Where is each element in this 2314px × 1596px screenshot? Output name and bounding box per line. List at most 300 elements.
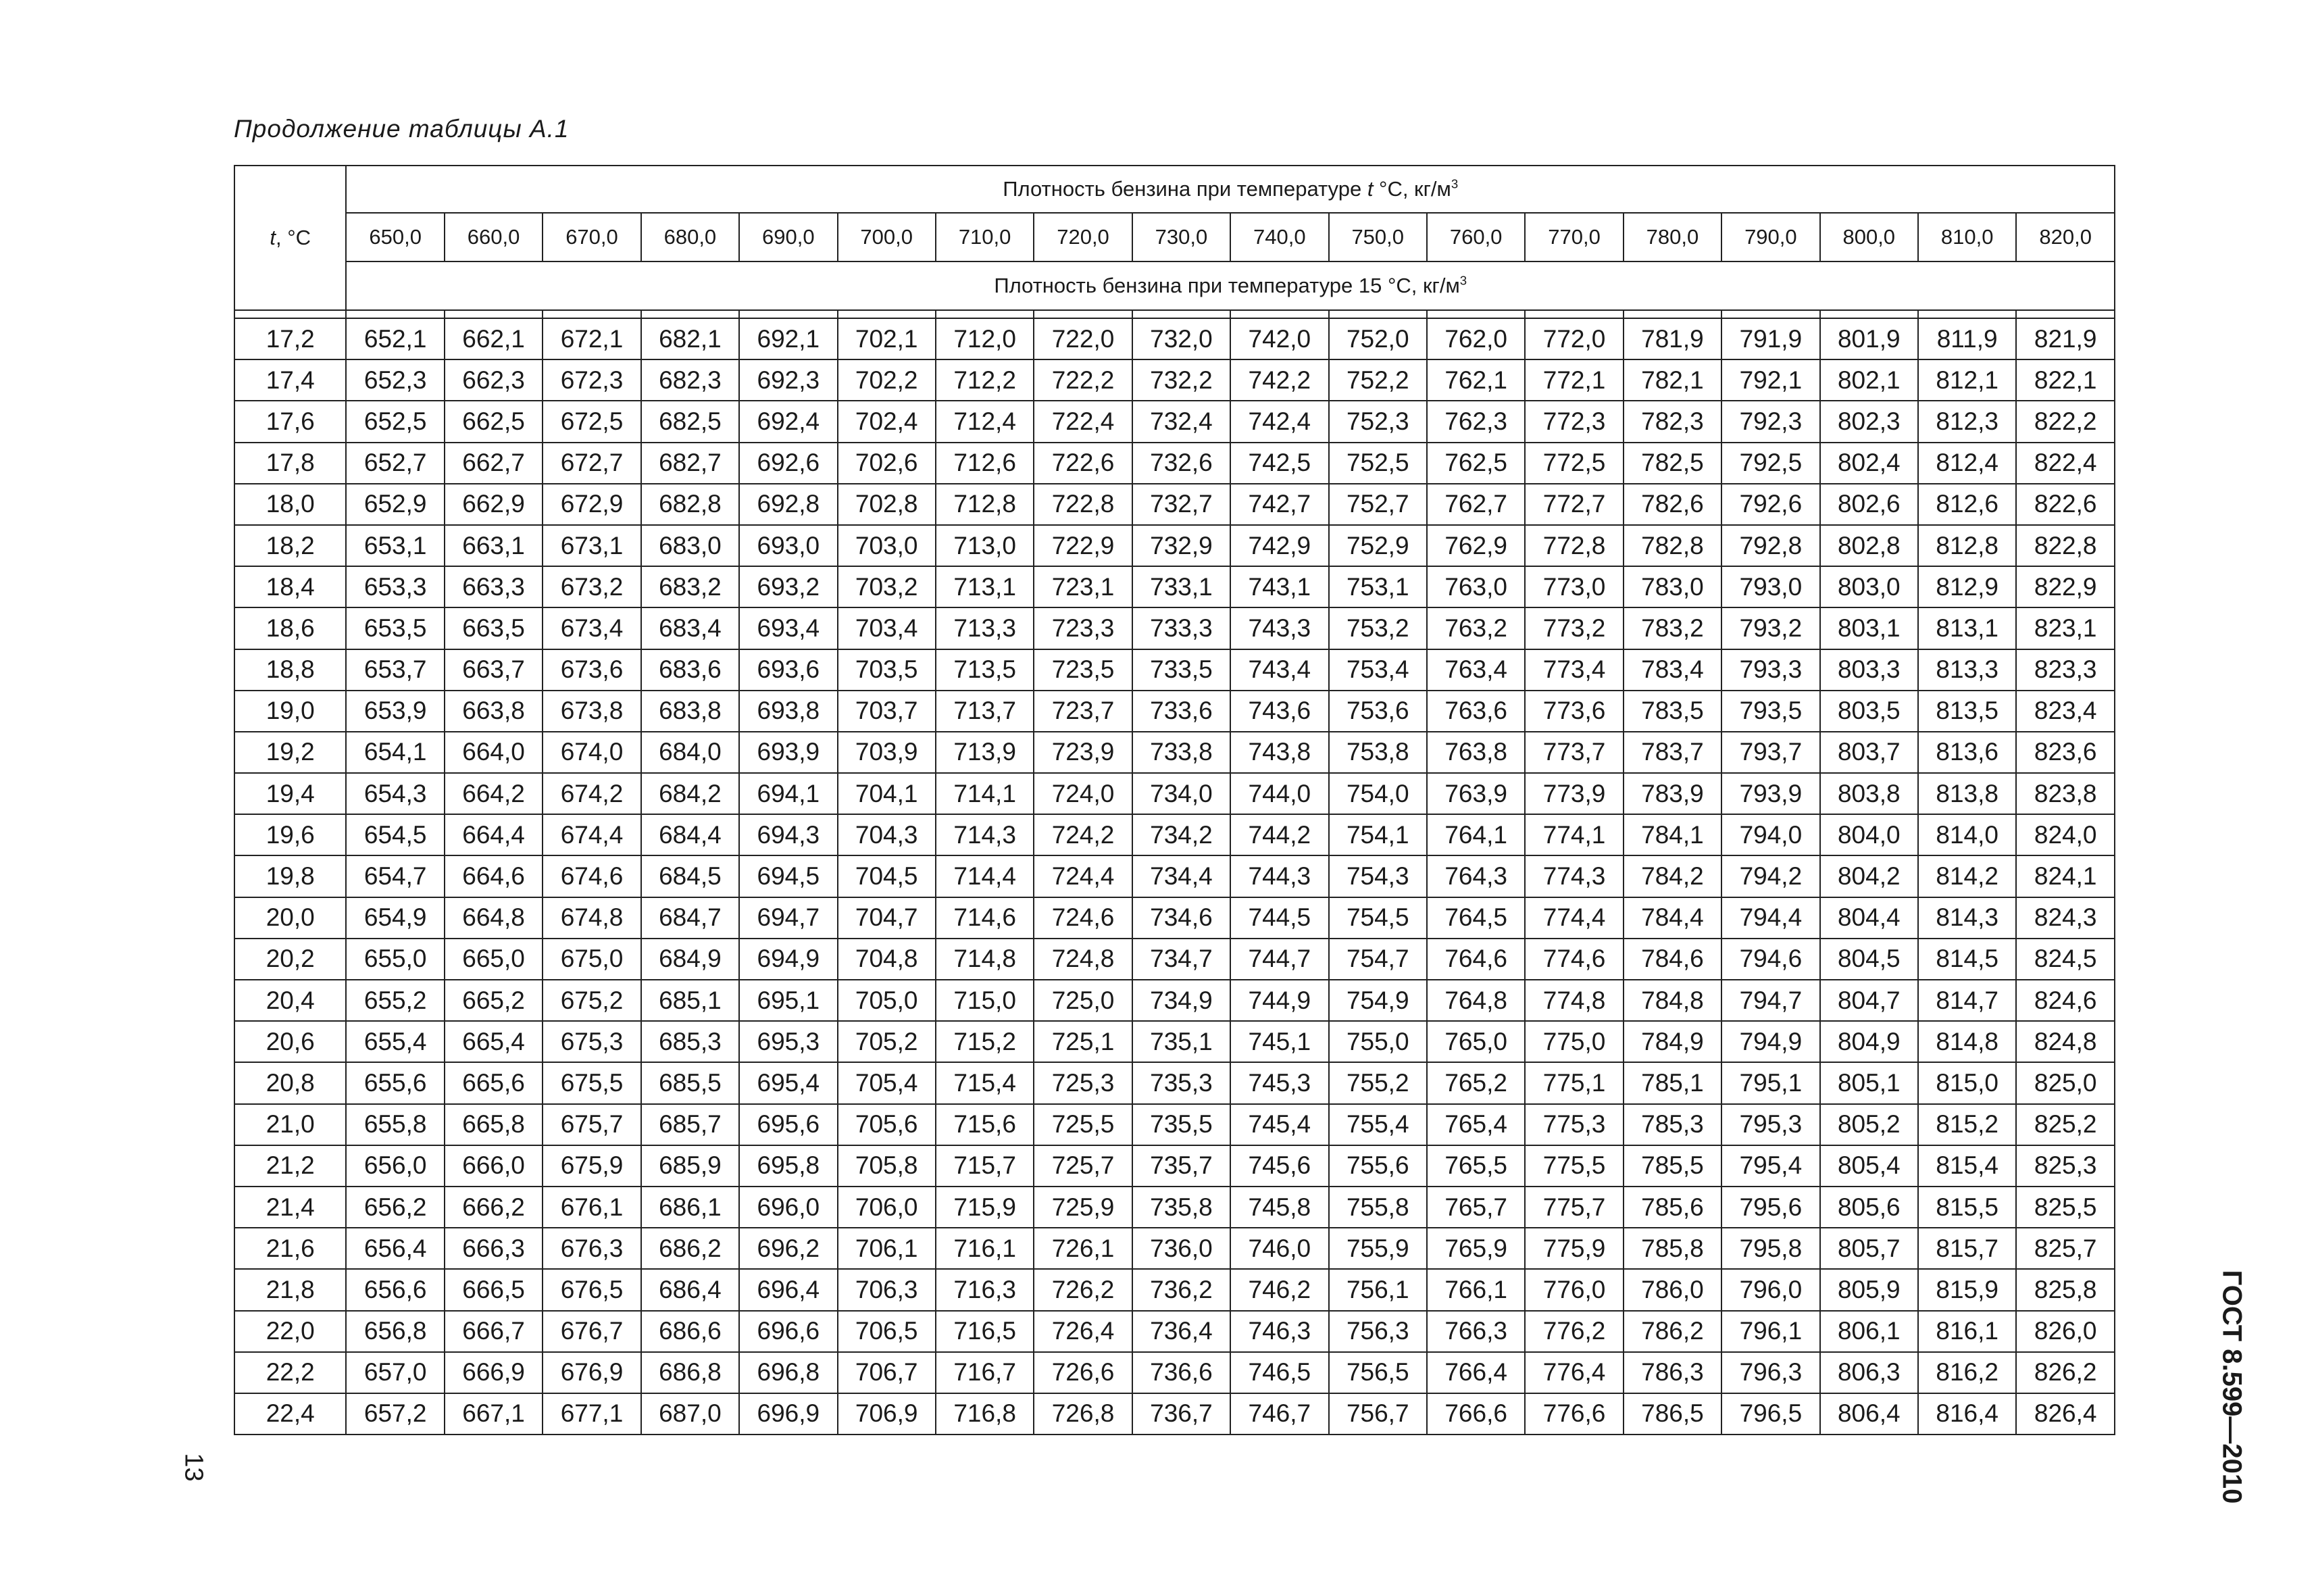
density-cell: 752,7 bbox=[1329, 484, 1427, 525]
table-row bbox=[234, 732, 2115, 773]
density-cell: 774,4 bbox=[1525, 897, 1623, 939]
table-caption: Продолжение таблицы А.1 bbox=[234, 115, 570, 143]
gap-cell bbox=[346, 310, 444, 318]
density-cell: 762,9 bbox=[1427, 525, 1525, 566]
temperature-cell: 21,2 bbox=[234, 1145, 346, 1187]
column-header: 770,0 bbox=[1525, 213, 1623, 261]
density-cell: 763,8 bbox=[1427, 732, 1525, 773]
density-cell: 774,8 bbox=[1525, 980, 1623, 1021]
gap-cell bbox=[234, 310, 346, 318]
density-cell: 795,3 bbox=[1721, 1104, 1819, 1145]
table-row bbox=[234, 897, 2115, 939]
gap-cell bbox=[1820, 310, 1918, 318]
column-header: 670,0 bbox=[543, 213, 640, 261]
table-row bbox=[234, 649, 2115, 691]
table-row bbox=[234, 1104, 2115, 1145]
density-cell: 806,3 bbox=[1820, 1352, 1918, 1393]
table-row bbox=[234, 566, 2115, 607]
top-density-header-var: t bbox=[1367, 177, 1374, 201]
density-cell: 796,3 bbox=[1721, 1352, 1819, 1393]
density-cell: 652,9 bbox=[346, 484, 444, 525]
density-cell: 704,8 bbox=[838, 939, 936, 980]
temperature-cell: 19,0 bbox=[234, 691, 346, 732]
density-cell: 684,0 bbox=[641, 732, 739, 773]
density-cell: 676,1 bbox=[543, 1187, 640, 1228]
density-cell: 804,4 bbox=[1820, 897, 1918, 939]
density-cell: 676,7 bbox=[543, 1311, 640, 1352]
density-cell: 695,6 bbox=[739, 1104, 837, 1145]
density-cell: 753,8 bbox=[1329, 732, 1427, 773]
density-cell: 755,9 bbox=[1329, 1228, 1427, 1269]
column-header: 710,0 bbox=[936, 213, 1034, 261]
density-cell: 773,2 bbox=[1525, 607, 1623, 649]
density-cell: 765,5 bbox=[1427, 1145, 1525, 1187]
density-cell: 822,4 bbox=[2016, 443, 2115, 484]
density-cell: 666,5 bbox=[445, 1269, 543, 1310]
density-cell: 653,9 bbox=[346, 691, 444, 732]
density-cell: 672,5 bbox=[543, 401, 640, 442]
density-cell: 815,0 bbox=[1918, 1062, 2016, 1103]
density-cell: 656,0 bbox=[346, 1145, 444, 1187]
density-cell: 705,4 bbox=[838, 1062, 936, 1103]
density-cell: 664,8 bbox=[445, 897, 543, 939]
density-cell: 824,0 bbox=[2016, 814, 2115, 855]
density-cell: 813,3 bbox=[1918, 649, 2016, 691]
density-cell: 823,3 bbox=[2016, 649, 2115, 691]
density-cell: 693,9 bbox=[739, 732, 837, 773]
density-cell: 815,4 bbox=[1918, 1145, 2016, 1187]
density-cell: 682,5 bbox=[641, 401, 739, 442]
density-cell: 734,9 bbox=[1132, 980, 1230, 1021]
density-cell: 664,6 bbox=[445, 855, 543, 897]
density-cell: 775,3 bbox=[1525, 1104, 1623, 1145]
density-cell: 685,9 bbox=[641, 1145, 739, 1187]
density-cell: 702,4 bbox=[838, 401, 936, 442]
density-cell: 655,4 bbox=[346, 1021, 444, 1062]
density-cell: 665,2 bbox=[445, 980, 543, 1021]
density-cell: 776,2 bbox=[1525, 1311, 1623, 1352]
density-cell: 775,1 bbox=[1525, 1062, 1623, 1103]
density-cell: 666,2 bbox=[445, 1187, 543, 1228]
density-cell: 786,0 bbox=[1624, 1269, 1721, 1310]
table-row bbox=[234, 1187, 2115, 1228]
density-cell: 793,0 bbox=[1721, 566, 1819, 607]
density-cell: 715,0 bbox=[936, 980, 1034, 1021]
density-cell: 692,6 bbox=[739, 443, 837, 484]
density-cell: 715,9 bbox=[936, 1187, 1034, 1228]
density-cell: 733,5 bbox=[1132, 649, 1230, 691]
density-cell: 726,1 bbox=[1034, 1228, 1132, 1269]
density-cell: 723,9 bbox=[1034, 732, 1132, 773]
temperature-cell: 19,4 bbox=[234, 773, 346, 814]
density-cell: 793,5 bbox=[1721, 691, 1819, 732]
density-cell: 732,6 bbox=[1132, 443, 1230, 484]
density-cell: 716,5 bbox=[936, 1311, 1034, 1352]
density-cell: 781,9 bbox=[1624, 318, 1721, 359]
bottom-density-header bbox=[346, 261, 2115, 310]
density-cell: 754,7 bbox=[1329, 939, 1427, 980]
density-cell: 663,5 bbox=[445, 607, 543, 649]
density-cell: 795,6 bbox=[1721, 1187, 1819, 1228]
density-cell: 775,5 bbox=[1525, 1145, 1623, 1187]
density-cell: 782,1 bbox=[1624, 359, 1721, 401]
density-cell: 655,0 bbox=[346, 939, 444, 980]
density-cell: 776,4 bbox=[1525, 1352, 1623, 1393]
density-cell: 825,8 bbox=[2016, 1269, 2115, 1310]
density-cell: 696,8 bbox=[739, 1352, 837, 1393]
density-cell: 716,8 bbox=[936, 1393, 1034, 1435]
density-cell: 683,0 bbox=[641, 525, 739, 566]
density-cell: 653,1 bbox=[346, 525, 444, 566]
density-cell: 682,7 bbox=[641, 443, 739, 484]
density-cell: 664,4 bbox=[445, 814, 543, 855]
density-cell: 722,8 bbox=[1034, 484, 1132, 525]
temperature-cell: 21,0 bbox=[234, 1104, 346, 1145]
density-cell: 692,1 bbox=[739, 318, 837, 359]
table-row bbox=[234, 855, 2115, 897]
density-cell: 682,8 bbox=[641, 484, 739, 525]
density-cell: 812,3 bbox=[1918, 401, 2016, 442]
density-cell: 714,4 bbox=[936, 855, 1034, 897]
density-cell: 704,1 bbox=[838, 773, 936, 814]
density-cell: 675,2 bbox=[543, 980, 640, 1021]
density-cell: 674,8 bbox=[543, 897, 640, 939]
density-cell: 723,1 bbox=[1034, 566, 1132, 607]
density-cell: 826,4 bbox=[2016, 1393, 2115, 1435]
density-cell: 675,0 bbox=[543, 939, 640, 980]
density-cell: 822,6 bbox=[2016, 484, 2115, 525]
table-row bbox=[234, 1269, 2115, 1310]
density-cell: 695,1 bbox=[739, 980, 837, 1021]
density-cell: 743,4 bbox=[1230, 649, 1328, 691]
density-cell: 734,0 bbox=[1132, 773, 1230, 814]
density-cell: 683,4 bbox=[641, 607, 739, 649]
density-cell: 652,3 bbox=[346, 359, 444, 401]
density-cell: 783,7 bbox=[1624, 732, 1721, 773]
density-cell: 663,7 bbox=[445, 649, 543, 691]
density-cell: 755,6 bbox=[1329, 1145, 1427, 1187]
density-cell: 754,5 bbox=[1329, 897, 1427, 939]
density-cell: 783,0 bbox=[1624, 566, 1721, 607]
density-cell: 806,4 bbox=[1820, 1393, 1918, 1435]
density-cell: 782,8 bbox=[1624, 525, 1721, 566]
temperature-cell: 20,0 bbox=[234, 897, 346, 939]
density-cell: 804,5 bbox=[1820, 939, 1918, 980]
density-cell: 657,0 bbox=[346, 1352, 444, 1393]
column-header: 700,0 bbox=[838, 213, 936, 261]
density-cell: 794,4 bbox=[1721, 897, 1819, 939]
density-cell: 824,3 bbox=[2016, 897, 2115, 939]
temperature-cell: 19,2 bbox=[234, 732, 346, 773]
density-cell: 683,8 bbox=[641, 691, 739, 732]
density-cell: 804,0 bbox=[1820, 814, 1918, 855]
density-cell: 755,4 bbox=[1329, 1104, 1427, 1145]
density-cell: 693,0 bbox=[739, 525, 837, 566]
temperature-cell: 22,4 bbox=[234, 1393, 346, 1435]
density-cell: 814,8 bbox=[1918, 1021, 2016, 1062]
density-cell: 821,9 bbox=[2016, 318, 2115, 359]
density-cell: 695,3 bbox=[739, 1021, 837, 1062]
density-cell: 803,8 bbox=[1820, 773, 1918, 814]
temperature-cell: 19,6 bbox=[234, 814, 346, 855]
density-cell: 705,2 bbox=[838, 1021, 936, 1062]
density-cell: 783,2 bbox=[1624, 607, 1721, 649]
temperature-cell: 18,2 bbox=[234, 525, 346, 566]
density-cell: 792,5 bbox=[1721, 443, 1819, 484]
density-cell: 705,6 bbox=[838, 1104, 936, 1145]
density-cell: 665,6 bbox=[445, 1062, 543, 1103]
density-cell: 795,1 bbox=[1721, 1062, 1819, 1103]
density-cell: 674,2 bbox=[543, 773, 640, 814]
density-cell: 672,7 bbox=[543, 443, 640, 484]
temperature-cell: 17,6 bbox=[234, 401, 346, 442]
column-header: 740,0 bbox=[1230, 213, 1328, 261]
density-cell: 726,8 bbox=[1034, 1393, 1132, 1435]
density-cell: 762,5 bbox=[1427, 443, 1525, 484]
density-cell: 702,8 bbox=[838, 484, 936, 525]
density-cell: 712,8 bbox=[936, 484, 1034, 525]
density-cell: 704,7 bbox=[838, 897, 936, 939]
density-cell: 664,2 bbox=[445, 773, 543, 814]
density-cell: 726,4 bbox=[1034, 1311, 1132, 1352]
density-cell: 813,6 bbox=[1918, 732, 2016, 773]
density-cell: 755,0 bbox=[1329, 1021, 1427, 1062]
density-cell: 826,2 bbox=[2016, 1352, 2115, 1393]
density-cell: 753,1 bbox=[1329, 566, 1427, 607]
density-cell: 772,3 bbox=[1525, 401, 1623, 442]
density-cell: 672,1 bbox=[543, 318, 640, 359]
density-cell: 793,9 bbox=[1721, 773, 1819, 814]
gap-cell bbox=[1329, 310, 1427, 318]
table-row bbox=[234, 691, 2115, 732]
density-cell: 716,3 bbox=[936, 1269, 1034, 1310]
column-header: 810,0 bbox=[1918, 213, 2016, 261]
density-cell: 803,7 bbox=[1820, 732, 1918, 773]
table-row bbox=[234, 1021, 2115, 1062]
density-cell: 713,1 bbox=[936, 566, 1034, 607]
density-cell: 715,6 bbox=[936, 1104, 1034, 1145]
density-cell: 732,0 bbox=[1132, 318, 1230, 359]
temperature-cell: 17,4 bbox=[234, 359, 346, 401]
density-cell: 795,8 bbox=[1721, 1228, 1819, 1269]
density-cell: 684,5 bbox=[641, 855, 739, 897]
density-cell: 756,3 bbox=[1329, 1311, 1427, 1352]
density-cell: 662,1 bbox=[445, 318, 543, 359]
gap-cell bbox=[739, 310, 837, 318]
density-cell: 662,9 bbox=[445, 484, 543, 525]
density-cell: 772,7 bbox=[1525, 484, 1623, 525]
density-cell: 824,5 bbox=[2016, 939, 2115, 980]
density-cell: 706,5 bbox=[838, 1311, 936, 1352]
density-cell: 713,9 bbox=[936, 732, 1034, 773]
gap-cell bbox=[1230, 310, 1328, 318]
density-cell: 802,1 bbox=[1820, 359, 1918, 401]
density-cell: 782,6 bbox=[1624, 484, 1721, 525]
bottom-density-header-label: Плотность бензина при температуре 15 °С, кг/м bbox=[994, 274, 1460, 297]
temperature-cell: 18,0 bbox=[234, 484, 346, 525]
density-cell: 755,2 bbox=[1329, 1062, 1427, 1103]
density-cell: 713,0 bbox=[936, 525, 1034, 566]
density-cell: 695,4 bbox=[739, 1062, 837, 1103]
density-cell: 675,3 bbox=[543, 1021, 640, 1062]
density-cell: 754,0 bbox=[1329, 773, 1427, 814]
density-cell: 703,4 bbox=[838, 607, 936, 649]
density-cell: 793,2 bbox=[1721, 607, 1819, 649]
density-cell: 812,4 bbox=[1918, 443, 2016, 484]
density-cell: 766,6 bbox=[1427, 1393, 1525, 1435]
density-cell: 794,9 bbox=[1721, 1021, 1819, 1062]
density-cell: 763,0 bbox=[1427, 566, 1525, 607]
density-cell: 786,2 bbox=[1624, 1311, 1721, 1352]
density-cell: 772,5 bbox=[1525, 443, 1623, 484]
density-cell: 822,8 bbox=[2016, 525, 2115, 566]
density-cell: 703,2 bbox=[838, 566, 936, 607]
density-cell: 762,0 bbox=[1427, 318, 1525, 359]
density-cell: 752,9 bbox=[1329, 525, 1427, 566]
table-row bbox=[234, 484, 2115, 525]
density-cell: 656,2 bbox=[346, 1187, 444, 1228]
density-cell: 732,4 bbox=[1132, 401, 1230, 442]
density-cell: 742,5 bbox=[1230, 443, 1328, 484]
density-cell: 742,0 bbox=[1230, 318, 1328, 359]
density-cell: 794,6 bbox=[1721, 939, 1819, 980]
density-cell: 656,4 bbox=[346, 1228, 444, 1269]
density-cell: 752,2 bbox=[1329, 359, 1427, 401]
gap-cell bbox=[1721, 310, 1819, 318]
temperature-cell: 21,6 bbox=[234, 1228, 346, 1269]
density-cell: 693,6 bbox=[739, 649, 837, 691]
density-cell: 666,3 bbox=[445, 1228, 543, 1269]
density-cell: 763,6 bbox=[1427, 691, 1525, 732]
table-row bbox=[234, 980, 2115, 1021]
column-header: 790,0 bbox=[1721, 213, 1819, 261]
density-cell: 811,9 bbox=[1918, 318, 2016, 359]
density-cell: 824,6 bbox=[2016, 980, 2115, 1021]
density-cell: 805,4 bbox=[1820, 1145, 1918, 1187]
density-cell: 674,4 bbox=[543, 814, 640, 855]
density-cell: 654,9 bbox=[346, 897, 444, 939]
table-row bbox=[234, 1062, 2115, 1103]
density-cell: 764,1 bbox=[1427, 814, 1525, 855]
density-cell: 773,0 bbox=[1525, 566, 1623, 607]
density-cell: 654,7 bbox=[346, 855, 444, 897]
density-cell: 694,7 bbox=[739, 897, 837, 939]
density-cell: 683,6 bbox=[641, 649, 739, 691]
density-cell: 714,6 bbox=[936, 897, 1034, 939]
density-cell: 674,6 bbox=[543, 855, 640, 897]
density-cell: 725,1 bbox=[1034, 1021, 1132, 1062]
density-cell: 693,2 bbox=[739, 566, 837, 607]
density-cell: 782,3 bbox=[1624, 401, 1721, 442]
density-cell: 765,7 bbox=[1427, 1187, 1525, 1228]
temperature-cell: 22,2 bbox=[234, 1352, 346, 1393]
density-cell: 702,6 bbox=[838, 443, 936, 484]
density-cell: 774,6 bbox=[1525, 939, 1623, 980]
table-row bbox=[234, 1352, 2115, 1393]
table-row bbox=[234, 1228, 2115, 1269]
density-cell: 654,5 bbox=[346, 814, 444, 855]
density-cell: 773,6 bbox=[1525, 691, 1623, 732]
density-cell: 763,9 bbox=[1427, 773, 1525, 814]
table-row bbox=[234, 607, 2115, 649]
temperature-cell: 20,2 bbox=[234, 939, 346, 980]
density-cell: 803,3 bbox=[1820, 649, 1918, 691]
density-cell: 686,8 bbox=[641, 1352, 739, 1393]
column-header: 750,0 bbox=[1329, 213, 1427, 261]
density-cell: 686,1 bbox=[641, 1187, 739, 1228]
density-cell: 714,8 bbox=[936, 939, 1034, 980]
density-cell: 696,9 bbox=[739, 1393, 837, 1435]
density-cell: 734,4 bbox=[1132, 855, 1230, 897]
density-cell: 813,1 bbox=[1918, 607, 2016, 649]
density-cell: 815,9 bbox=[1918, 1269, 2016, 1310]
density-cell: 714,1 bbox=[936, 773, 1034, 814]
density-cell: 782,5 bbox=[1624, 443, 1721, 484]
density-cell: 792,8 bbox=[1721, 525, 1819, 566]
density-cell: 652,5 bbox=[346, 401, 444, 442]
density-cell: 683,2 bbox=[641, 566, 739, 607]
density-cell: 715,2 bbox=[936, 1021, 1034, 1062]
density-cell: 814,7 bbox=[1918, 980, 2016, 1021]
density-cell: 684,9 bbox=[641, 939, 739, 980]
density-cell: 804,7 bbox=[1820, 980, 1918, 1021]
density-cell: 706,7 bbox=[838, 1352, 936, 1393]
density-cell: 706,1 bbox=[838, 1228, 936, 1269]
density-cell: 694,9 bbox=[739, 939, 837, 980]
density-cell: 734,7 bbox=[1132, 939, 1230, 980]
density-cell: 762,7 bbox=[1427, 484, 1525, 525]
density-cell: 693,4 bbox=[739, 607, 837, 649]
density-cell: 773,7 bbox=[1525, 732, 1623, 773]
density-cell: 712,0 bbox=[936, 318, 1034, 359]
density-cell: 682,3 bbox=[641, 359, 739, 401]
column-header: 820,0 bbox=[2016, 213, 2115, 261]
header-gap-row bbox=[234, 310, 2115, 318]
density-cell: 816,2 bbox=[1918, 1352, 2016, 1393]
density-cell: 703,5 bbox=[838, 649, 936, 691]
table-row bbox=[234, 773, 2115, 814]
table-row bbox=[234, 443, 2115, 484]
density-cell: 764,8 bbox=[1427, 980, 1525, 1021]
density-cell: 696,0 bbox=[739, 1187, 837, 1228]
density-cell: 655,8 bbox=[346, 1104, 444, 1145]
gap-cell bbox=[1427, 310, 1525, 318]
density-cell: 824,1 bbox=[2016, 855, 2115, 897]
density-cell: 676,5 bbox=[543, 1269, 640, 1310]
density-cell: 823,1 bbox=[2016, 607, 2115, 649]
density-cell: 815,7 bbox=[1918, 1228, 2016, 1269]
table-row bbox=[234, 318, 2115, 359]
top-density-header bbox=[346, 166, 2115, 213]
density-cell: 655,6 bbox=[346, 1062, 444, 1103]
density-cell: 726,6 bbox=[1034, 1352, 1132, 1393]
density-cell: 743,8 bbox=[1230, 732, 1328, 773]
density-cell: 813,8 bbox=[1918, 773, 2016, 814]
density-cell: 746,7 bbox=[1230, 1393, 1328, 1435]
gap-cell bbox=[445, 310, 543, 318]
density-cell: 662,3 bbox=[445, 359, 543, 401]
density-cell: 776,0 bbox=[1525, 1269, 1623, 1310]
density-cell: 724,0 bbox=[1034, 773, 1132, 814]
density-cell: 772,1 bbox=[1525, 359, 1623, 401]
density-cell: 733,3 bbox=[1132, 607, 1230, 649]
density-cell: 666,0 bbox=[445, 1145, 543, 1187]
density-cell: 744,7 bbox=[1230, 939, 1328, 980]
density-cell: 783,4 bbox=[1624, 649, 1721, 691]
density-cell: 826,0 bbox=[2016, 1311, 2115, 1352]
density-cell: 812,1 bbox=[1918, 359, 2016, 401]
temperature-cell: 18,8 bbox=[234, 649, 346, 691]
